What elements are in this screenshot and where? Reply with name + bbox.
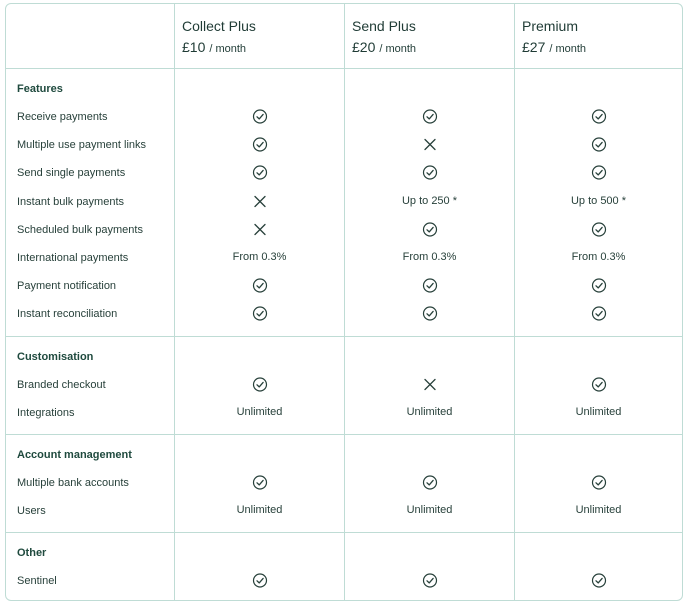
check-circle-icon: [252, 165, 267, 180]
check-circle-icon: [422, 306, 437, 321]
plan-values-cell: [515, 69, 682, 337]
feature-label: Scheduled bulk payments: [17, 223, 143, 236]
plan-period: / month: [379, 43, 417, 55]
plan-name: Send Plus: [352, 18, 416, 34]
plan-price: £20: [352, 39, 376, 55]
feature-value: Unlimited: [236, 504, 283, 517]
cross-icon: [252, 222, 267, 237]
check-circle-icon: [422, 165, 437, 180]
plan-values-cell: [175, 69, 345, 337]
cross-icon: [422, 137, 437, 152]
plan-values-cell: [515, 337, 682, 435]
check-circle-icon: [591, 222, 606, 237]
plan-values-cell: [345, 337, 515, 435]
feature-label: International payments: [17, 252, 129, 264]
plan-values-cell: [175, 435, 345, 533]
plan-price: £27: [522, 39, 546, 55]
feature-value: Unlimited: [406, 406, 453, 419]
feature-label: Multiple bank accounts: [17, 477, 129, 489]
section-title: Features: [17, 83, 63, 95]
check-circle-icon: [252, 573, 267, 588]
check-circle-icon: [252, 278, 267, 293]
plan-values-cell: [515, 435, 682, 533]
section-title: Account management: [17, 449, 132, 461]
check-circle-icon: [422, 109, 437, 124]
section-label-cell: [6, 435, 175, 533]
feature-value: Unlimited: [575, 406, 622, 419]
plan-values-cell: [175, 337, 345, 435]
check-circle-icon: [591, 165, 606, 180]
plan-name: Collect Plus: [182, 18, 256, 34]
feature-label: Sentinel: [17, 575, 57, 587]
check-circle-icon: [422, 222, 437, 237]
plan-price-line: [182, 39, 344, 57]
section-label-cell: [6, 69, 175, 337]
plan-values-cell: [345, 69, 515, 337]
feature-label: Instant reconciliation: [17, 308, 118, 321]
section-label-cell: [6, 533, 175, 600]
feature-value: Unlimited: [406, 504, 453, 517]
plan-header: [345, 4, 515, 69]
plan-header-content: [345, 4, 514, 57]
plan-header: [515, 4, 682, 69]
check-circle-icon: [591, 109, 606, 124]
check-circle-icon: [252, 306, 267, 321]
feature-value: From 0.3%: [402, 251, 457, 263]
feature-label: Integrations: [17, 407, 75, 420]
section-label-cell: [6, 337, 175, 435]
feature-value: From 0.3%: [232, 251, 287, 263]
check-circle-icon: [591, 573, 606, 588]
plan-price: £10: [182, 39, 206, 55]
feature-label: Users: [17, 505, 46, 518]
plan-header: [175, 4, 345, 69]
check-circle-icon: [252, 475, 267, 490]
plan-values-cell: [345, 533, 515, 600]
plan-values-cell: [175, 533, 345, 600]
feature-label: Receive payments: [17, 111, 108, 123]
pricing-comparison-table: [5, 3, 683, 601]
check-circle-icon: [591, 278, 606, 293]
plan-period: / month: [209, 43, 247, 55]
plan-values-cell: [515, 533, 682, 600]
header-corner: [6, 4, 175, 69]
check-circle-icon: [591, 137, 606, 152]
feature-value: Up to 250 *: [401, 194, 458, 207]
check-circle-icon: [422, 573, 437, 588]
plan-header-content: [175, 4, 344, 57]
feature-value: Unlimited: [236, 406, 283, 419]
cross-icon: [252, 194, 267, 209]
check-circle-icon: [252, 109, 267, 124]
section-title: Customisation: [17, 351, 94, 363]
plan-price-line: [522, 39, 682, 57]
check-circle-icon: [422, 475, 437, 490]
check-circle-icon: [252, 137, 267, 152]
plan-name: Premium: [522, 18, 579, 34]
check-circle-icon: [422, 278, 437, 293]
cross-icon: [422, 377, 437, 392]
feature-value: Unlimited: [575, 504, 622, 517]
plan-values-cell: [345, 435, 515, 533]
check-circle-icon: [591, 377, 606, 392]
check-circle-icon: [591, 306, 606, 321]
feature-label: Payment notification: [17, 280, 117, 293]
feature-value: From 0.3%: [571, 251, 626, 263]
feature-label: Branded checkout: [17, 379, 106, 391]
check-circle-icon: [252, 377, 267, 392]
feature-value: Up to 500 *: [570, 194, 627, 207]
plan-header-content: [515, 4, 682, 57]
feature-label: Multiple use payment links: [17, 139, 147, 152]
check-circle-icon: [591, 475, 606, 490]
feature-label: Instant bulk payments: [17, 195, 125, 208]
feature-label: Send single payments: [17, 167, 126, 180]
plan-price-line: [352, 39, 514, 57]
plan-period: / month: [549, 43, 587, 55]
section-title: Other: [17, 547, 47, 559]
